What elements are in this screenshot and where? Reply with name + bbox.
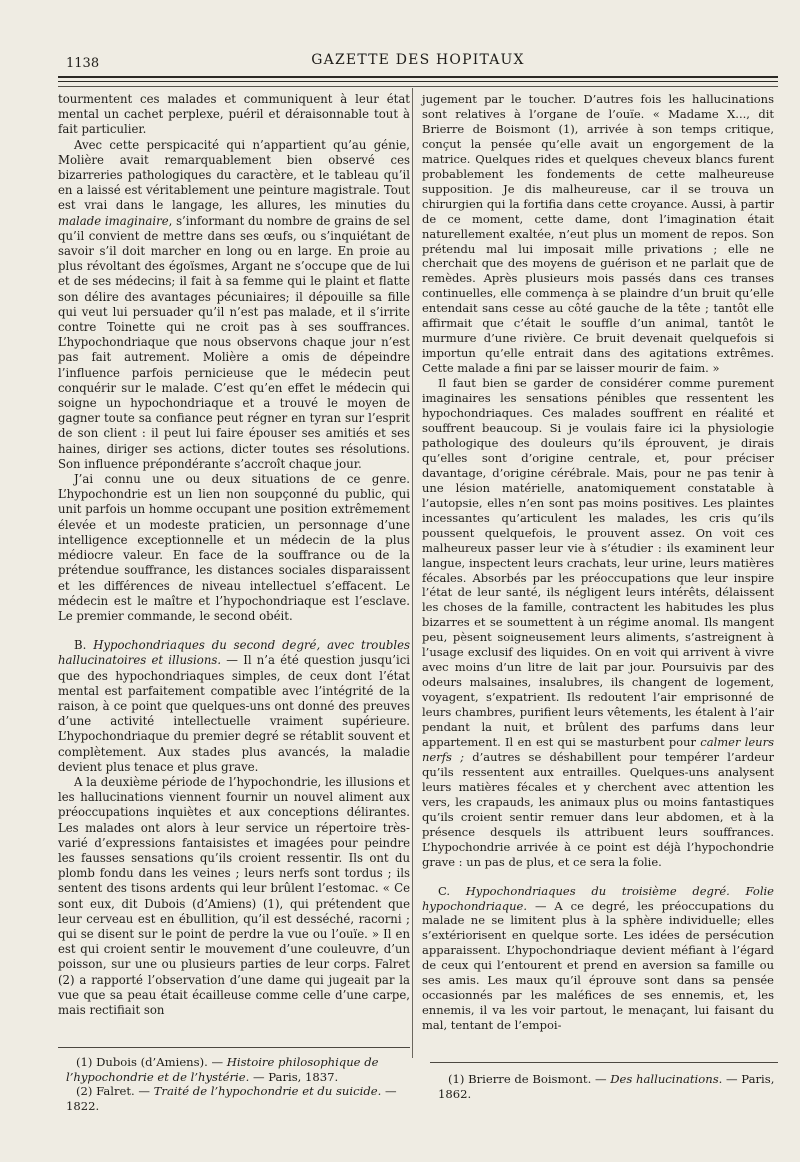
header-thin-rule (58, 86, 778, 87)
footnote-brierre: (1) Brierre de Boismont. — Des hallucinations. — Paris, 1862. (438, 1072, 775, 1101)
left-footnotes (66, 1055, 410, 1113)
page-number: 1138 (66, 56, 100, 71)
italic-calmer-leurs-nerfs: calmer leurs nerfs ; (422, 734, 774, 764)
section-c-heading: C. Hypochondriaques du troisième degré. Folie hypochondriaque. — A ce degré, les préoccupations du malade ne se limitent plus à la sphère individuelle; elles s’extériorisent en quelque sorte. Les idées de persécution apparaissent. L’hypochondriaque devient méfiant à l’égard de ceux qui l’entourent et prend en aversion sa famille ou ses amis. Les maux qu’il éprouve sont dans sa pensée occasionnés par les maléfices de ses ennemis, et, les ennemis, il va les voir partout, le menaçant, lui faisant du mal, tentant de l’empoi- (422, 883, 774, 1033)
footnote-falret: (2) Falret. — Traité de l’hypochondrie et du suicide. — 1822. (66, 1084, 397, 1113)
left-paragraph-5: A la deuxième période de l’hypochondrie, les illusions et les hallucinations viennent fournir un nouvel aliment aux préoccupations inquiètes et aux conceptions délirantes. Les malades ont alors à leur service un répertoire très-varié d’expressions fantaisistes et imagées pour peindre les fausses sensations qu’ils croient ressentir. Ils ont du plomb fondu dans les veines ; leurs nerfs sont tordus ; ils sentent des tisons ardents qui leur brûlent l’estomac. « Ce sont eux, dit Dubois (d’Amiens) (1), qui prétendent que leur cerveau est en ébullition, qu’il est desséché, racorni ; qui se disent sur le point de perdre la vue ou l’ouïe. » Il en est qui croient sentir le mouvement d’une couleuvre, d’un poisson, sur une ou plusieurs parties de leur corps. Falret (2) a rapporté l’observation d’une dame qui jugeait par la vue que sa peau était écailleuse comme celle d’une carpe, mais rectifiait son (58, 774, 410, 1017)
right-paragraph-2: Il faut bien se garder de considérer comme purement imaginaires les sensations pénibles que ressentent les hypochondriaques. Ces malades souffrent en réalité et souffrent beaucoup. Si je voulais faire ici la physiologie pathologique des douleurs qu’ils éprouvent, je dirais qu’elles sont d’origine centrale, et, pour préciser davantage, d’origine cérébrale. Mais, pour ne pas tenir à une lésion matérielle, anatomiquement constatable à l’autopsie, elles n’en sont pas moins positives. Les plaintes incessantes qu’articulent les malades, les cris qu’ils poussent quelquefois, le prouvent assez. On voit ces malheureux passer leur vie à s’étudier : ils examinent leur langue, inspectent leurs crachats, leur urine, leurs matières fécales. Absorbés par les préoccupations que leur inspire l’état de leur santé, ils négligent leurs intérêts, délaissent les choses de la famille, contractent les habitudes les plus bizarres et se soumettent à un régime anomal. Ils mangent peu, pèsent soigneusement leurs aliments, s’astreignent à l’usage exclusif des liquides. On en voit qui arrivent à vivre avec moins d’un litre de lait par jour. Poursuivis par des odeurs malsaines, insalubres, ils changent de logement, voyagent, s’expatrient. Ils redoutent l’air emprisonné de leurs chambres, purifient leurs vêtements, les étalent à l’air pendant la nuit, et brûlent des parfums dans leur appartement. Il en est qui se masturbent pour calmer leurs nerfs ; d’autres se déshabillent pour tempérer l’ardeur qu’ils ressentent aux entrailles. Quelques-uns analysent leurs matières fécales et y cherchent avec attention les vers, les crapauds, les animaux plus ou moins fantastiques qu’ils croient sentir remuer dans leur abdomen, et à la présence desquels ils attribuent leurs souffrances. L’hypochondrie arrivée à ce point est déjà l’hypochondrie grave : un pas de plus, et ce sera la folie. (422, 376, 774, 869)
right-column (422, 92, 774, 1033)
page-title: GAZETTE DES HOPITAUX (311, 52, 525, 68)
left-paragraph-1: tourmentent ces malades et communiquent à leur état mental un cachet perplexe, puéril et déraisonnable tout à fait particulier. (58, 92, 410, 137)
section-b-title: Hypochondriaques du second degré, avec troubles hallucinatoires et illusions. (58, 638, 410, 668)
left-footnote-rule (58, 1047, 410, 1048)
italic-malade-imaginaire: malade imaginaire (58, 213, 169, 228)
left-paragraph-2: Avec cette perspicacité qui n’appartient qu’au génie, Molière avait remarquablement bien observé ces bizarreries pathologiques du caractère, et le tableau qu’il en a laissé est véritablement une peinture magistrale. Tout est vrai dans le langage, les allures, les minuties du malade imaginaire, s’informant du nombre de grains de sel qu’il convient de mettre dans ses œufs, ou s’inquiétant de savoir s’il doit marcher en long ou en large. En proie au plus révoltant des égoïsmes, Argant ne s’occupe que de lui et de ses médecins; il fait à sa femme qui le plaint et flatte son délire des avantages pécuniaires; il dépouille sa fille qui veut lui persuader qu’il n’est pas malade, et il s’irrite contre Toinette qui ne croit pas à ses souffrances. L’hypochondriaque que nous observons chaque jour n’est pas fait autrement. Molière a omis de dépeindre l’influence parfois pernicieuse que le médecin peut conquérir sur le malade. C’est qu’en effet le médecin qui soigne un hypochondriaque et a trouvé le moyen de gagner toute sa confiance peut régner en tyran sur l’esprit de son client : il peut lui faire épouser ses amitiés et ses haines, diriger ses actions, dicter toutes ses résolutions. Son influence prépondérante s’accroît chaque jour. (58, 137, 410, 471)
right-footnote-rule (430, 1062, 778, 1063)
left-column (58, 92, 410, 1018)
header-double-rule (58, 76, 778, 82)
section-c-title: Hypochondriaques du troisième degré. Folie hypochondriaque. (422, 883, 774, 913)
left-paragraph-3: J’ai connu une ou deux situations de ce genre. L’hypochondrie est un lien non soupçonné du public, qui unit parfois un homme occupant une position extrêmement élevée et un modeste praticien, un personnage d’une intelligence exceptionnelle et un médecin de la plus médiocre valeur. En face de la souffrance ou de la prétendue souffrance, les distances sociales disparaissent et les différences de niveau intellectuel s’effacent. Le médecin est le maître et l’hypochondriaque est l’esclave. Le premier commande, le second obéit. (58, 472, 410, 623)
right-paragraph-1: jugement par le toucher. D’autres fois les hallucinations sont relatives à l’organe de l’ouïe. « Madame X..., dit Brierre de Boismont (1), arrivée à son temps critique, conçut la pensée qu’elle avait un engorgement de la matrice. Quelques rides et quelques cheveux blancs furent probablement les fondements de cette malheureuse supposition. Je dis malheureuse, car il se trouva un chirurgien qui la fortifia dans cette croyance. Aussi, à partir de ce moment, cette dame, dont l’imagination était naturellement exaltée, n’eut plus un moment de repos. Son prétendu mal lui imposait mille privations ; elle ne cherchait que des moyens de guérison et ne parlait que de remèdes. Après plusieurs mois passés dans ces transes continuelles, elle commença à se plaindre d’un bruit qu’elle entendait sans cesse au côté gauche de la tête ; tantôt elle affirmait que c’était le souffle d’un animal, tantôt le murmure d’une rivière. Ce bruit devenait quelquefois si importun qu’elle entrait dans des agitations extrêmes. Cette malade a fini par se laisser mourir de faim. » (422, 92, 774, 376)
page-header (58, 52, 778, 74)
column-divider (412, 88, 413, 1058)
section-b-heading: B. Hypochondriaques du second degré, avec troubles hallucinatoires et illusions. — Il n’a été question jusqu’ici que des hypochondriaques simples, de ceux dont l’état mental est parfaitement compatible avec l’intégrité de la raison, à ce point que quelques-uns ont donné des preuves d’une activité intellectuelle vraiment supérieure. L’hypochondriaque du premier degré se rétablit souvent et complètement. Aux stades plus avancés, la maladie devient plus tenace et plus grave. (58, 638, 410, 774)
footnote-dubois: (1) Dubois (d’Amiens). — Histoire philosophique de l’hypochondrie et de l’hystérie. — Paris, 1837. (66, 1055, 379, 1084)
right-footnotes (438, 1072, 778, 1101)
